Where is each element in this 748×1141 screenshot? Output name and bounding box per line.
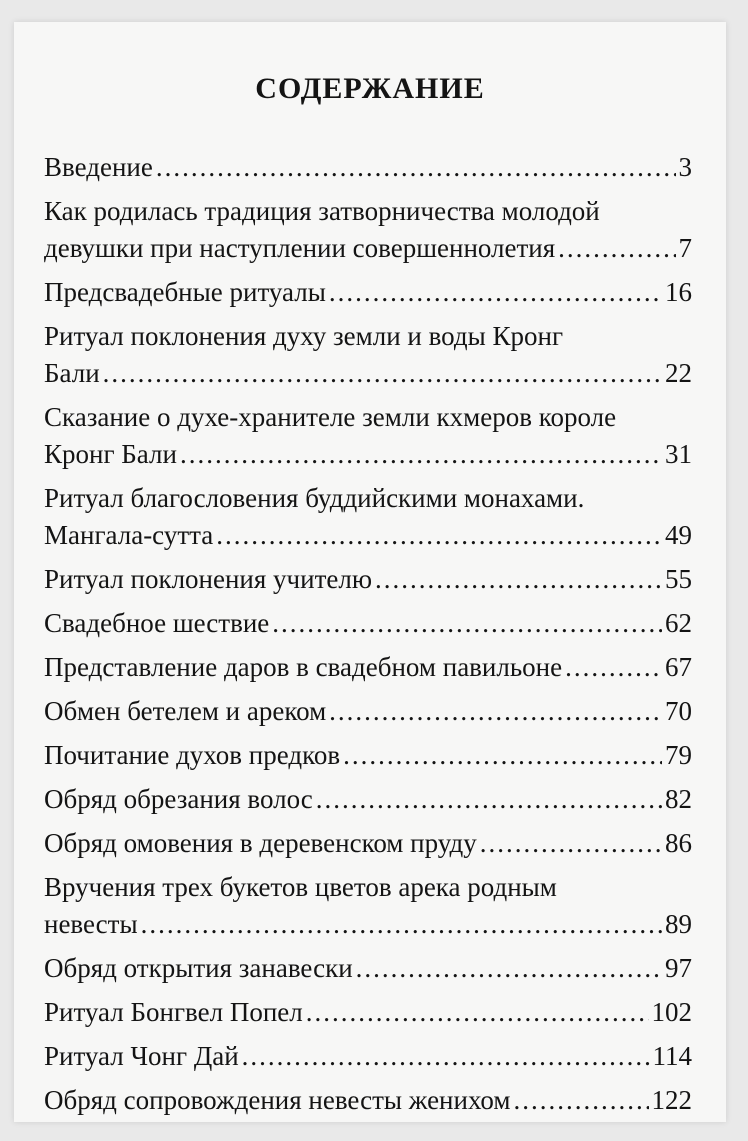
toc-entry-page-number: 122 <box>651 1085 692 1115</box>
toc-entry-last-line <box>44 561 692 598</box>
toc-entry-last-line <box>44 737 692 774</box>
toc-entry-title-line: Введение <box>44 152 153 182</box>
toc-entry-page-number: 89 <box>665 909 692 939</box>
toc-entry-title-line: Обряд обрезания волос <box>44 784 313 814</box>
dot-leader <box>514 1082 649 1119</box>
toc-entry-title-line: невесты <box>44 909 138 939</box>
toc-entry <box>44 399 692 473</box>
toc-entry-last-line <box>44 517 692 554</box>
toc-entry-title-line: Представление даров в свадебном павильоне <box>44 652 563 682</box>
dot-leader <box>375 561 662 598</box>
toc-entry <box>44 737 692 774</box>
toc-entry-page-number: 55 <box>665 564 692 594</box>
toc-entry-title-line: Ритуал благословения буддийскими монахами. <box>44 483 585 513</box>
toc-entry-title-line: Вручения трех букетов цветов арека родным <box>44 872 557 902</box>
toc-entry-last-line <box>44 906 692 943</box>
dot-leader <box>558 230 675 267</box>
dot-leader <box>565 649 662 686</box>
toc-entry-title-line: Обряд сопровождения невесты женихом <box>44 1085 511 1115</box>
toc-entry-title-line: Сказание о духе-хранителе земли кхмеров короле <box>44 402 617 432</box>
toc-entry <box>44 1038 692 1075</box>
toc-entry-title-line: Обряд открытия занавески <box>44 953 353 983</box>
toc-entry <box>44 994 692 1031</box>
toc-entry-last-line <box>44 825 692 862</box>
toc-entry <box>44 274 692 311</box>
toc-entry-last-line <box>44 693 692 730</box>
dot-leader <box>216 517 662 554</box>
dot-leader <box>480 825 662 862</box>
toc-entry-last-line <box>44 1038 692 1075</box>
toc-entry <box>44 561 692 598</box>
toc-entry-title-line: Бали <box>44 358 100 388</box>
toc-entry <box>44 1082 692 1119</box>
table-of-contents <box>44 149 692 1122</box>
toc-entry <box>44 480 692 554</box>
toc-entry <box>44 149 692 186</box>
toc-entry-page-number: 97 <box>665 953 692 983</box>
dot-leader <box>316 781 662 818</box>
dot-leader <box>103 355 662 392</box>
toc-entry <box>44 781 692 818</box>
toc-entry-title-line: Свадебное шествие <box>44 608 270 638</box>
toc-entry-title-line: Почитание духов предков <box>44 740 341 770</box>
toc-entry-last-line <box>44 436 692 473</box>
page-title: СОДЕРЖАНИЕ <box>255 72 485 105</box>
toc-entry-title-line: Кронг Бали <box>44 439 177 469</box>
toc-entry-last-line <box>44 950 692 987</box>
toc-entry-title-line: Ритуал Чонг Дай <box>44 1041 239 1071</box>
dot-leader <box>156 149 676 186</box>
toc-entry-page-number: 62 <box>665 608 692 638</box>
toc-entry-last-line <box>44 274 692 311</box>
toc-entry-title-line: Обряд омовения в деревенском пруду <box>44 828 477 858</box>
toc-entry-title-line: Ритуал поклонения учителю <box>44 564 372 594</box>
dot-leader <box>356 950 662 987</box>
toc-entry-last-line <box>44 605 692 642</box>
toc-entry <box>44 318 692 392</box>
toc-entry-last-line <box>44 230 692 267</box>
toc-entry-title-line: Ритуал Бонгвел Попел <box>44 997 303 1027</box>
toc-entry <box>44 649 692 686</box>
toc-entry <box>44 950 692 987</box>
toc-entry-page-number: 86 <box>665 828 692 858</box>
toc-entry-page-number: 49 <box>665 520 692 550</box>
toc-entry-page-number: 102 <box>651 997 692 1027</box>
toc-entry-page-number: 22 <box>665 358 692 388</box>
toc-entry-page-number: 70 <box>665 696 692 726</box>
toc-entry-title-line: Как родилась традиция затворничества молодой <box>44 196 600 226</box>
toc-entry-title-line: Ритуал поклонения духу земли и воды Кронг <box>44 321 564 351</box>
book-page <box>14 22 726 1122</box>
dot-leader <box>180 436 662 473</box>
dot-leader <box>343 737 662 774</box>
dot-leader <box>242 1038 650 1075</box>
toc-entry-last-line <box>44 781 692 818</box>
dot-leader <box>329 693 662 730</box>
toc-entry <box>44 605 692 642</box>
toc-entry-title-line: девушки при наступлении совершеннолетия <box>44 233 556 263</box>
toc-entry-title-line: Предсвадебные ритуалы <box>44 277 326 307</box>
toc-entry-page-number: 114 <box>652 1041 692 1071</box>
toc-entry-page-number: 82 <box>665 784 692 814</box>
toc-entry-page-number: 7 <box>678 233 692 263</box>
toc-entry-last-line <box>44 1082 692 1119</box>
toc-entry <box>44 693 692 730</box>
dot-leader <box>272 605 662 642</box>
toc-entry-page-number: 67 <box>665 652 692 682</box>
toc-entry <box>44 869 692 943</box>
dot-leader <box>306 994 649 1031</box>
toc-entry-last-line <box>44 994 692 1031</box>
dot-leader <box>329 274 662 311</box>
dot-leader <box>141 906 662 943</box>
toc-entry <box>44 193 692 267</box>
toc-entry-page-number: 31 <box>665 439 692 469</box>
toc-entry-title-line: Обмен бетелем и ареком <box>44 696 327 726</box>
toc-entry-last-line <box>44 355 692 392</box>
toc-entry-last-line <box>44 649 692 686</box>
toc-entry-page-number: 79 <box>665 740 692 770</box>
toc-entry-last-line <box>44 149 692 186</box>
toc-entry-page-number: 16 <box>665 277 692 307</box>
toc-entry-page-number: 3 <box>678 152 692 182</box>
toc-entry-title-line: Мангала-сутта <box>44 520 214 550</box>
toc-entry <box>44 825 692 862</box>
